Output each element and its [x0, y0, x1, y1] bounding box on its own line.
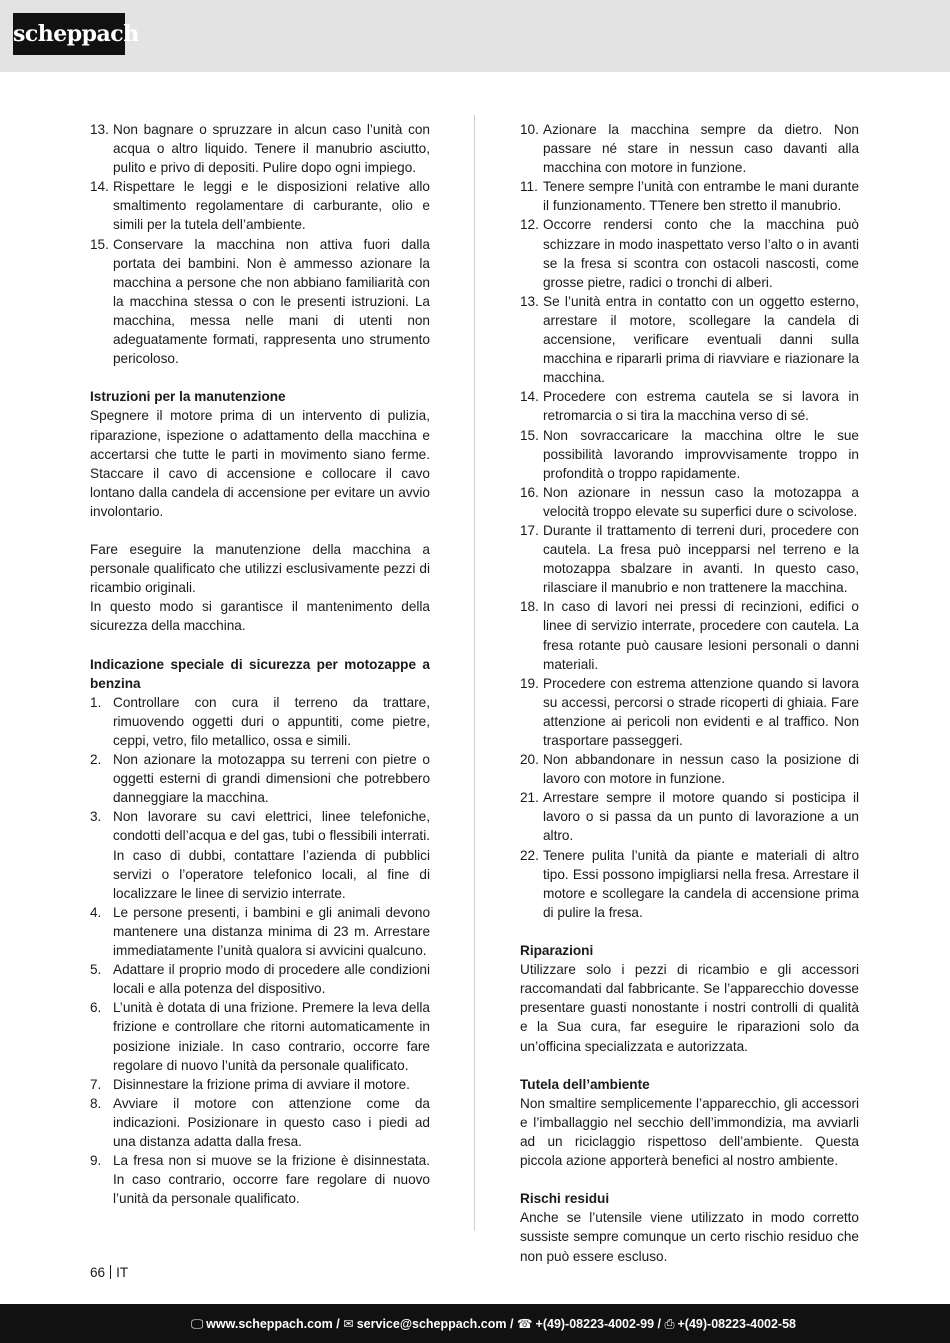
list-item: 10. Azionare la macchina sempre da dietro. Non passare né stare in nessun caso davanti alla macchina con motore in funzione. [520, 122, 859, 176]
page-number-block [90, 1265, 128, 1280]
list-item: 21. Arrestare sempre il motore quando si posticipa il lavoro o si passa da un punto di lavorazione a un altro. [520, 790, 859, 844]
repairs-heading: Riparazioni [520, 943, 594, 959]
list-item: 22. Tenere pulita l’unità da piante e materiali di altro tipo. Essi possono impigliarsi nella fresa. Arrestare il motore e scollegare la candela di accensione prima di pulire la fresa. [520, 847, 859, 920]
list-item: 1. Controllare con cura il terreno da trattare, rimuovendo oggetti duri o appuntiti, come pietre, ceppi, vetro, filo metallico, ossa e simili. [90, 694, 430, 748]
page-header [0, 0, 950, 72]
list-item: 15. Conservare la macchina non attiva fuori dalla portata dei bambini. Non è ammesso azionare la macchina a persone che non abbiano familiarità con la macchina stessa o con le presenti istruzioni. La macchina, messa nelle mani di utenti non adeguatamente formati, rappresenta uno strumento pericoloso. [90, 236, 430, 367]
website-link[interactable]: www.scheppach.com [206, 1317, 333, 1331]
maintenance-paragraph: In questo modo si garantisce il mantenimento della sicurezza della macchina. [90, 599, 430, 634]
column-divider [474, 115, 475, 1231]
phone-number: +(49)-08223-4002-99 [535, 1317, 655, 1331]
list-item: 15. Non sovraccaricare la macchina oltre le sue possibilità lavorando improvvisamente troppo in profondità o troppo rapidamente. [520, 427, 859, 481]
list-item: 4. Le persone presenti, i bambini e gli animali devono mantenere una distanza minima di 23 m. Arrestare immediatamente l’unità qualora si avvicini qualcuno. [90, 904, 430, 959]
list-item: 7. Disinnestare la frizione prima di avviare il motore. [90, 1076, 410, 1092]
list-item: 13. Se l’unità entra in contatto con un oggetto esterno, arrestare il motore, scollegare la candela di accensione, verificare eventuali danni sulla macchina e ripararli prima di riavviare e riazionare la macchina. [520, 293, 859, 386]
list-item: 13. Non bagnare o spruzzare in alcun caso l’unità con acqua o altro liquido. Tenere il manubrio asciutto, pulito e privo di depositi. Pulire dopo ogni impiego. [90, 122, 430, 176]
list-item: 11. Tenere sempre l’unità con entrambe le mani durante il funzionamento. TTenere ben stretto il manubrio. [520, 179, 859, 214]
right-column [520, 120, 859, 1266]
language-code: IT [116, 1265, 129, 1280]
list-item: 12. Occorre rendersi conto che la macchina può schizzare in modo inaspettato verso l’alto o in avanti se la fresa si scontra con ostacoli nascosti, come grosse pietre, radici o tronchi di alberi. [520, 217, 859, 290]
maintenance-paragraph: Fare eseguire la manutenzione della macchina a personale qualificato che utilizzi esclusivamente pezzi di ricambio originali. [90, 542, 430, 596]
environment-heading: Tutela dell’ambiente [520, 1076, 650, 1092]
list-item: 8. Avviare il motore con attenzione come da indicazioni. Posizionare in questo caso i piedi ad una distanza adatta dalla fresa. [90, 1095, 430, 1149]
list-item: 17. Durante il trattamento di terreni duri, procedere con cautela. La fresa può incepparsi nel terreno e la motozappa sbalzare in avanti. In questo caso, rilasciare il manubrio e non trattenere la macchina. [520, 522, 859, 596]
special-safety-list-continued [520, 120, 859, 922]
fax-icon: ⎙ [664, 1317, 675, 1331]
repairs-paragraph: Utilizzare solo i pezzi di ricambio e gli accessori raccomandati dal fabbricante. Se l’apparecchio dovesse presentare guasti nonostante i nostri controlli di qualità e la Sua cura, far eseguire le riparazioni solo da un’officina specializzata e autorizzata. [520, 962, 859, 1054]
list-item: 6. L’unità è dotata di una frizione. Premere la leva della frizione e controllare che ritorni automaticamente in posizione iniziale. In caso contrario, occorre fare regolare di nuovo l’unità da personale qualificato. [90, 1000, 430, 1073]
contact-line: 🖵 www.scheppach.com / ✉ service@scheppach.com / ☎ +(49)-08223-4002-99 / ⎙ +(49)-08223-4002-58 [191, 1317, 796, 1331]
list-item: 2. Non azionare la motozappa su terreni con pietre o oggetti esterni di grandi dimensioni che potrebbero danneggiare la macchina. [90, 752, 430, 806]
list-item: 14. Rispettare le leggi e le disposizioni relative allo smaltimento regolamentare di carburante, olio e simili per la tutela dell’ambiente. [90, 179, 430, 233]
maintenance-heading: Istruzioni per la manutenzione [90, 389, 286, 405]
maintenance-paragraph: Spegnere il motore prima di un intervento di pulizia, riparazione, ispezione o adattamento della macchina e accertarsi che tutte le parti in movimento siano ferme. Staccare il cavo di accensione e collocare il cavo lontano dalla candela di accensione per evitare un avvio involontario. [90, 408, 430, 519]
list-item: 14. Procedere con estrema cautela se si lavora in retromarcia o si tira la macchina verso di sé. [520, 389, 859, 424]
environment-paragraph: Non smaltire semplicemente l’apparecchio, gli accessori e l’imballaggio nel secchio dell’immondizia, ma avviarli ad un riciclaggio rispettoso dell’ambiente. Questa piccola azione apporterà benefici al nostro ambiente. [520, 1095, 859, 1169]
safety-list-continued [90, 120, 430, 368]
list-item: 18. In caso di lavori nei pressi di recinzioni, edifici o linee di servizio interrate, procedere con cautela. La fresa rotante può causare lesioni personali o danni materiali. [520, 599, 859, 672]
contact-footer [0, 1304, 950, 1343]
brand-logo: scheppach [13, 13, 125, 55]
fax-number: +(49)-08223-4002-58 [677, 1317, 796, 1331]
list-item: 20. Non abbandonare in nessun caso la posizione di lavoro con motore in funzione. [520, 752, 859, 787]
residual-risks-heading: Rischi residui [520, 1191, 610, 1207]
list-item: 3. Non lavorare su cavi elettrici, linee telefoniche, condotti dell’acqua e del gas, tubi o flessibili interrati. In caso di dubbi, contattare l’azienda di pubblici servizi o l’operatore telefonico locali, al fine di localizzare le linee di servizio interrate. [90, 809, 430, 901]
email-link[interactable]: service@scheppach.com [356, 1317, 507, 1331]
page-number-separator [110, 1265, 111, 1279]
special-safety-list [90, 693, 430, 1209]
list-item: 5. Adattare il proprio modo di procedere alle condizioni locali e alla potenza del dispositivo. [90, 962, 430, 997]
monitor-icon: 🖵 [191, 1317, 204, 1331]
residual-risks-paragraph: Anche se l’utensile viene utilizzato in modo corretto sussiste sempre comunque un certo rischio residuo che non può essere escluso. [520, 1210, 859, 1264]
phone-icon: ☎ [516, 1317, 533, 1331]
left-column [90, 120, 430, 1208]
special-safety-heading: Indicazione speciale di sicurezza per motozappe a benzina [90, 656, 430, 691]
list-item: 9. La fresa non si muove se la frizione è disinnestata. In caso contrario, occorre fare regolare di nuovo l’unità da personale qualificato. [90, 1153, 430, 1207]
list-item: 19. Procedere con estrema attenzione quando si lavora su accessi, percorsi o strade ricoperti di ghiaia. Fare attenzione ai pericoli non evidenti e al traffico. Non trasportare passeggeri. [520, 675, 859, 748]
list-item: 16. Non azionare in nessun caso la motozappa a velocità troppo elevate su superfici dure o scivolose. [520, 484, 859, 519]
mail-icon: ✉ [343, 1317, 354, 1331]
page-number: 66 [90, 1265, 106, 1280]
